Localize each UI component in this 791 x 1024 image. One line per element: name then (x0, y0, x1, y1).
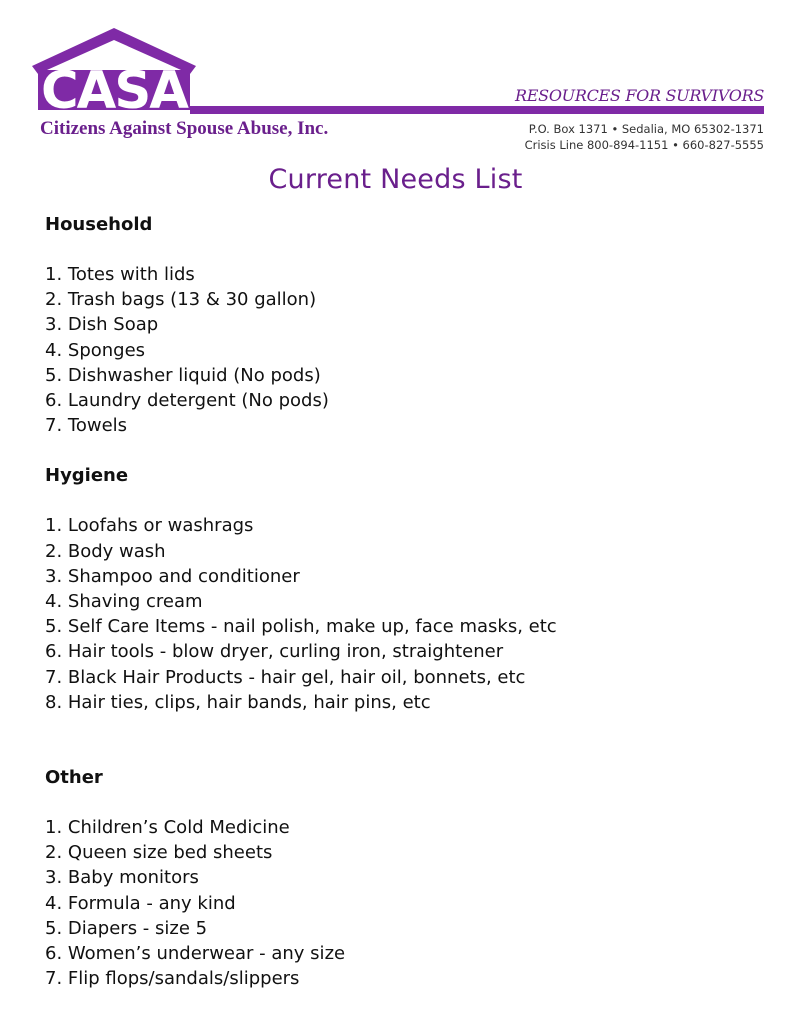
list-item: 1. Loofahs or washrags (45, 515, 254, 537)
section-other (45, 765, 765, 991)
list-item: 3. Dish Soap (45, 314, 159, 336)
letterhead (0, 0, 791, 160)
list-item: 6. Laundry detergent (No pods) (45, 390, 329, 412)
mailing-address: P.O. Box 1371 • Sedalia, MO 65302-1371 (528, 122, 764, 136)
list-item: 7. Black Hair Products - hair gel, hair oil, bonnets, etc (45, 666, 526, 688)
needs-list (45, 212, 765, 1016)
list-item: 4. Shaving cream (45, 591, 203, 613)
list-item: 6. Women’s underwear - any size (45, 943, 346, 965)
section-hygiene (45, 463, 765, 715)
list-item: 2. Queen size bed sheets (45, 842, 273, 864)
list-item: 1. Children’s Cold Medicine (45, 817, 290, 839)
organization-name: Citizens Against Spouse Abuse, Inc. (40, 118, 329, 139)
list-item: 2. Body wash (45, 540, 166, 562)
tagline: RESOURCES FOR SURVIVORS (515, 86, 764, 105)
list-item: 5. Diapers - size 5 (45, 917, 208, 939)
casa-logo (30, 26, 198, 114)
list-item: 4. Formula - any kind (45, 892, 236, 914)
section-heading: Hygiene (45, 465, 129, 487)
page-title: Current Needs List (268, 164, 523, 195)
list-item: 7. Towels (45, 415, 128, 437)
crisis-line: Crisis Line 800-894-1151 • 660-827-5555 (524, 138, 764, 152)
item-list (45, 513, 765, 715)
section-heading: Other (45, 767, 103, 789)
item-list (45, 815, 765, 991)
list-item: 5. Self Care Items - nail polish, make up, face masks, etc (45, 616, 557, 638)
list-item: 8. Hair ties, clips, hair bands, hair pins, etc (45, 691, 431, 713)
letterhead-bar (190, 106, 764, 114)
section-household (45, 212, 765, 438)
list-item: 3. Shampoo and conditioner (45, 565, 300, 587)
list-item: 2. Trash bags (13 & 30 gallon) (45, 289, 317, 311)
list-item: 7. Flip flops/sandals/slippers (45, 968, 300, 990)
list-item: 4. Sponges (45, 339, 146, 361)
list-item: 5. Dishwasher liquid (No pods) (45, 364, 321, 386)
list-item: 1. Totes with lids (45, 264, 195, 285)
list-item: 6. Hair tools - blow dryer, curling iron, straightener (45, 641, 504, 663)
list-item: 3. Baby monitors (45, 867, 199, 889)
section-heading: Household (45, 214, 153, 235)
item-list (45, 262, 765, 438)
logo-text: CASA (41, 61, 189, 114)
